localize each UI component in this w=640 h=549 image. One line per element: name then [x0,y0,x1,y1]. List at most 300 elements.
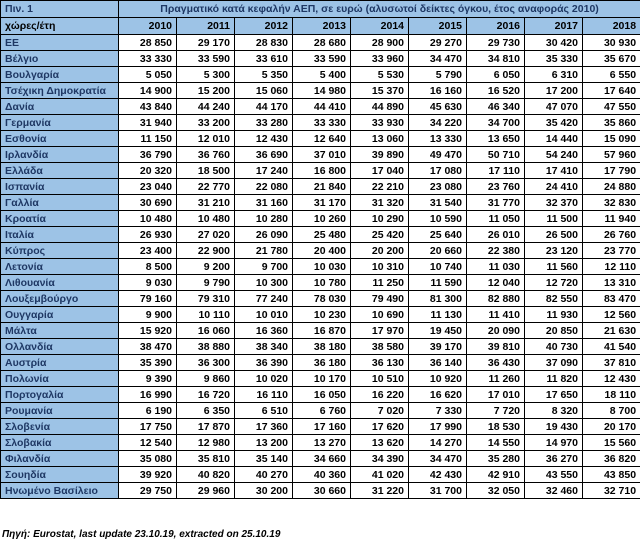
country-cell: Σουηδία [1,467,119,483]
table-row [1,115,640,131]
value-cell: 29 960 [177,483,235,499]
table-row [1,355,640,371]
value-cell: 25 420 [351,227,409,243]
value-cell: 82 550 [525,291,583,307]
title-row [1,1,640,18]
value-cell: 41 020 [351,467,409,483]
table-row [1,35,640,51]
value-cell: 12 040 [467,275,525,291]
value-cell: 23 040 [119,179,177,195]
value-cell: 28 830 [235,35,293,51]
value-cell: 42 910 [467,467,525,483]
table-row [1,179,640,195]
value-cell: 22 080 [235,179,293,195]
value-cell: 14 900 [119,83,177,99]
year-header: 2017 [525,18,583,35]
value-cell: 6 760 [293,403,351,419]
country-cell: Ολλανδία [1,339,119,355]
year-header: 2018 [583,18,640,35]
value-cell: 17 750 [119,419,177,435]
value-cell: 20 850 [525,323,583,339]
value-cell: 30 420 [525,35,583,51]
value-cell: 11 030 [467,259,525,275]
value-cell: 33 590 [293,51,351,67]
value-cell: 14 550 [467,435,525,451]
value-cell: 31 160 [235,195,293,211]
value-cell: 11 410 [467,307,525,323]
value-cell: 36 270 [525,451,583,467]
value-cell: 36 140 [409,355,467,371]
table-row [1,307,640,323]
value-cell: 13 200 [235,435,293,451]
table-row [1,83,640,99]
value-cell: 43 850 [583,467,640,483]
value-cell: 11 260 [467,371,525,387]
value-cell: 16 220 [351,387,409,403]
value-cell: 18 110 [583,387,640,403]
value-cell: 46 340 [467,99,525,115]
value-cell: 6 050 [467,67,525,83]
value-cell: 36 300 [177,355,235,371]
table-row [1,227,640,243]
value-cell: 12 560 [583,307,640,323]
table-row [1,131,640,147]
table-row [1,435,640,451]
value-cell: 20 090 [467,323,525,339]
value-cell: 5 050 [119,67,177,83]
value-cell: 33 330 [293,115,351,131]
value-cell: 44 170 [235,99,293,115]
value-cell: 32 830 [583,195,640,211]
value-cell: 20 660 [409,243,467,259]
value-cell: 17 010 [467,387,525,403]
year-header: 2010 [119,18,177,35]
country-cell: Λιθουανία [1,275,119,291]
table-row [1,371,640,387]
value-cell: 34 390 [351,451,409,467]
value-cell: 30 660 [293,483,351,499]
country-cell: Πορτογαλία [1,387,119,403]
value-cell: 5 300 [177,67,235,83]
country-cell: Κροατία [1,211,119,227]
value-cell: 40 360 [293,467,351,483]
value-cell: 78 030 [293,291,351,307]
value-cell: 40 270 [235,467,293,483]
country-cell: Πολωνία [1,371,119,387]
table-label: Πιν. 1 [1,1,119,18]
value-cell: 17 410 [525,163,583,179]
value-cell: 16 800 [293,163,351,179]
value-cell: 11 130 [409,307,467,323]
value-cell: 36 180 [293,355,351,371]
value-cell: 27 020 [177,227,235,243]
value-cell: 10 010 [235,307,293,323]
country-cell: Φιλανδία [1,451,119,467]
value-cell: 50 710 [467,147,525,163]
value-cell: 39 890 [351,147,409,163]
value-cell: 30 690 [119,195,177,211]
value-cell: 11 590 [409,275,467,291]
value-cell: 26 090 [235,227,293,243]
value-cell: 17 200 [525,83,583,99]
value-cell: 31 940 [119,115,177,131]
value-cell: 41 540 [583,339,640,355]
country-cell: Ουγγαρία [1,307,119,323]
value-cell: 21 780 [235,243,293,259]
value-cell: 17 970 [351,323,409,339]
value-cell: 33 590 [177,51,235,67]
table-row [1,163,640,179]
value-cell: 9 030 [119,275,177,291]
value-cell: 34 810 [467,51,525,67]
country-cell: Εσθονία [1,131,119,147]
country-cell: Μάλτα [1,323,119,339]
value-cell: 38 580 [351,339,409,355]
value-cell: 31 210 [177,195,235,211]
value-cell: 16 620 [409,387,467,403]
table-row [1,403,640,419]
value-cell: 81 300 [409,291,467,307]
value-cell: 13 310 [583,275,640,291]
value-cell: 10 030 [293,259,351,275]
value-cell: 31 170 [293,195,351,211]
value-cell: 23 400 [119,243,177,259]
value-cell: 7 330 [409,403,467,419]
value-cell: 40 730 [525,339,583,355]
value-cell: 12 430 [235,131,293,147]
country-cell: ΕΕ [1,35,119,51]
value-cell: 6 550 [583,67,640,83]
value-cell: 34 660 [293,451,351,467]
value-cell: 57 960 [583,147,640,163]
table-row [1,147,640,163]
value-cell: 7 020 [351,403,409,419]
value-cell: 54 240 [525,147,583,163]
value-cell: 36 790 [119,147,177,163]
value-cell: 11 150 [119,131,177,147]
value-cell: 11 940 [583,211,640,227]
value-cell: 18 500 [177,163,235,179]
value-cell: 35 420 [525,115,583,131]
value-cell: 9 390 [119,371,177,387]
country-cell: Κύπρος [1,243,119,259]
value-cell: 5 350 [235,67,293,83]
value-cell: 33 200 [177,115,235,131]
value-cell: 15 370 [351,83,409,99]
country-cell: Λετονία [1,259,119,275]
header-label: χώρες/έτη [1,18,119,35]
value-cell: 77 240 [235,291,293,307]
value-cell: 10 280 [235,211,293,227]
value-cell: 10 310 [351,259,409,275]
value-cell: 14 440 [525,131,583,147]
value-cell: 10 740 [409,259,467,275]
value-cell: 40 820 [177,467,235,483]
value-cell: 14 970 [525,435,583,451]
year-header: 2015 [409,18,467,35]
country-cell: Ιταλία [1,227,119,243]
value-cell: 35 670 [583,51,640,67]
value-cell: 43 840 [119,99,177,115]
value-cell: 11 930 [525,307,583,323]
value-cell: 47 070 [525,99,583,115]
value-cell: 16 870 [293,323,351,339]
value-cell: 20 200 [351,243,409,259]
value-cell: 42 430 [409,467,467,483]
year-header: 2013 [293,18,351,35]
value-cell: 44 890 [351,99,409,115]
value-cell: 23 770 [583,243,640,259]
value-cell: 16 360 [235,323,293,339]
value-cell: 9 790 [177,275,235,291]
country-cell: Σλοβενία [1,419,119,435]
table-row [1,339,640,355]
table-row [1,467,640,483]
value-cell: 10 170 [293,371,351,387]
value-cell: 11 560 [525,259,583,275]
country-cell: Γερμανία [1,115,119,131]
value-cell: 36 430 [467,355,525,371]
value-cell: 20 320 [119,163,177,179]
value-cell: 28 680 [293,35,351,51]
value-cell: 34 220 [409,115,467,131]
value-cell: 17 160 [293,419,351,435]
value-cell: 39 170 [409,339,467,355]
country-cell: Βουλγαρία [1,67,119,83]
value-cell: 5 530 [351,67,409,83]
value-cell: 22 900 [177,243,235,259]
table-row [1,243,640,259]
value-cell: 16 720 [177,387,235,403]
value-cell: 14 980 [293,83,351,99]
year-header: 2011 [177,18,235,35]
value-cell: 36 760 [177,147,235,163]
value-cell: 29 750 [119,483,177,499]
value-cell: 33 280 [235,115,293,131]
value-cell: 35 080 [119,451,177,467]
value-cell: 79 160 [119,291,177,307]
value-cell: 17 870 [177,419,235,435]
table-row [1,195,640,211]
value-cell: 11 820 [525,371,583,387]
value-cell: 13 270 [293,435,351,451]
value-cell: 35 140 [235,451,293,467]
value-cell: 15 200 [177,83,235,99]
value-cell: 82 880 [467,291,525,307]
value-cell: 15 920 [119,323,177,339]
value-cell: 30 200 [235,483,293,499]
value-cell: 29 730 [467,35,525,51]
table-row [1,291,640,307]
value-cell: 12 010 [177,131,235,147]
value-cell: 21 630 [583,323,640,339]
country-cell: Τσέχικη Δημοκρατία [1,83,119,99]
value-cell: 13 330 [409,131,467,147]
country-cell: Ελλάδα [1,163,119,179]
value-cell: 21 840 [293,179,351,195]
value-cell: 44 240 [177,99,235,115]
value-cell: 34 470 [409,451,467,467]
value-cell: 7 720 [467,403,525,419]
value-cell: 44 410 [293,99,351,115]
value-cell: 29 270 [409,35,467,51]
value-cell: 26 930 [119,227,177,243]
value-cell: 26 010 [467,227,525,243]
value-cell: 33 330 [119,51,177,67]
value-cell: 32 710 [583,483,640,499]
value-cell: 34 470 [409,51,467,67]
value-cell: 17 650 [525,387,583,403]
value-cell: 15 090 [583,131,640,147]
country-cell: Δανία [1,99,119,115]
value-cell: 36 390 [235,355,293,371]
value-cell: 11 500 [525,211,583,227]
value-cell: 24 410 [525,179,583,195]
value-cell: 17 360 [235,419,293,435]
value-cell: 13 650 [467,131,525,147]
value-cell: 36 130 [351,355,409,371]
value-cell: 6 510 [235,403,293,419]
value-cell: 79 490 [351,291,409,307]
value-cell: 15 560 [583,435,640,451]
value-cell: 10 780 [293,275,351,291]
table-row [1,211,640,227]
value-cell: 28 850 [119,35,177,51]
value-cell: 22 210 [351,179,409,195]
value-cell: 35 810 [177,451,235,467]
value-cell: 38 880 [177,339,235,355]
value-cell: 31 770 [467,195,525,211]
value-cell: 16 520 [467,83,525,99]
value-cell: 16 160 [409,83,467,99]
value-cell: 23 080 [409,179,467,195]
country-cell: Αυστρία [1,355,119,371]
country-cell: Ρουμανία [1,403,119,419]
value-cell: 32 050 [467,483,525,499]
value-cell: 35 860 [583,115,640,131]
country-cell: Σλοβακία [1,435,119,451]
value-cell: 10 260 [293,211,351,227]
value-cell: 10 690 [351,307,409,323]
value-cell: 31 320 [351,195,409,211]
value-cell: 20 170 [583,419,640,435]
value-cell: 18 530 [467,419,525,435]
value-cell: 36 820 [583,451,640,467]
value-cell: 10 510 [351,371,409,387]
value-cell: 10 230 [293,307,351,323]
table-title: Πραγματικό κατά κεφαλήν ΑΕΠ, σε ευρώ (αλυσωτοί δείκτες όγκου, έτος αναφοράς 2010) [119,1,640,18]
value-cell: 12 430 [583,371,640,387]
value-cell: 9 900 [119,307,177,323]
value-cell: 5 400 [293,67,351,83]
value-cell: 17 620 [351,419,409,435]
country-cell: Ιρλανδία [1,147,119,163]
value-cell: 10 110 [177,307,235,323]
value-cell: 10 920 [409,371,467,387]
value-cell: 10 480 [177,211,235,227]
value-cell: 37 810 [583,355,640,371]
value-cell: 33 960 [351,51,409,67]
value-cell: 33 930 [351,115,409,131]
table-row [1,451,640,467]
value-cell: 12 110 [583,259,640,275]
country-cell: Ισπανία [1,179,119,195]
value-cell: 17 110 [467,163,525,179]
value-cell: 9 860 [177,371,235,387]
value-cell: 11 250 [351,275,409,291]
table-row [1,99,640,115]
value-cell: 29 170 [177,35,235,51]
value-cell: 38 340 [235,339,293,355]
table-row [1,259,640,275]
header-row [1,18,640,35]
value-cell: 24 880 [583,179,640,195]
year-header: 2016 [467,18,525,35]
table-row [1,419,640,435]
value-cell: 17 240 [235,163,293,179]
source-note: Πηγή: Eurostat, last update 23.10.19, extracted on 25.10.19 [2,529,281,540]
value-cell: 10 480 [119,211,177,227]
table-row [1,275,640,291]
value-cell: 8 500 [119,259,177,275]
value-cell: 10 290 [351,211,409,227]
value-cell: 36 690 [235,147,293,163]
country-cell: Γαλλία [1,195,119,211]
value-cell: 45 630 [409,99,467,115]
value-cell: 8 320 [525,403,583,419]
value-cell: 43 550 [525,467,583,483]
value-cell: 6 350 [177,403,235,419]
value-cell: 12 720 [525,275,583,291]
value-cell: 35 330 [525,51,583,67]
value-cell: 17 040 [351,163,409,179]
value-cell: 38 470 [119,339,177,355]
value-cell: 16 110 [235,387,293,403]
value-cell: 22 770 [177,179,235,195]
value-cell: 35 390 [119,355,177,371]
value-cell: 9 700 [235,259,293,275]
value-cell: 9 200 [177,259,235,275]
value-cell: 16 060 [177,323,235,339]
value-cell: 14 270 [409,435,467,451]
value-cell: 39 920 [119,467,177,483]
value-cell: 16 990 [119,387,177,403]
value-cell: 16 050 [293,387,351,403]
value-cell: 30 930 [583,35,640,51]
value-cell: 11 050 [467,211,525,227]
value-cell: 23 120 [525,243,583,259]
value-cell: 83 470 [583,291,640,307]
value-cell: 22 380 [467,243,525,259]
country-cell: Βέλγιο [1,51,119,67]
value-cell: 32 370 [525,195,583,211]
value-cell: 26 760 [583,227,640,243]
value-cell: 17 080 [409,163,467,179]
value-cell: 79 310 [177,291,235,307]
value-cell: 10 300 [235,275,293,291]
value-cell: 37 090 [525,355,583,371]
value-cell: 47 550 [583,99,640,115]
value-cell: 39 810 [467,339,525,355]
value-cell: 31 540 [409,195,467,211]
year-header: 2014 [351,18,409,35]
table-row [1,67,640,83]
value-cell: 10 020 [235,371,293,387]
table-row [1,387,640,403]
value-cell: 17 990 [409,419,467,435]
value-cell: 25 480 [293,227,351,243]
table-row [1,323,640,339]
